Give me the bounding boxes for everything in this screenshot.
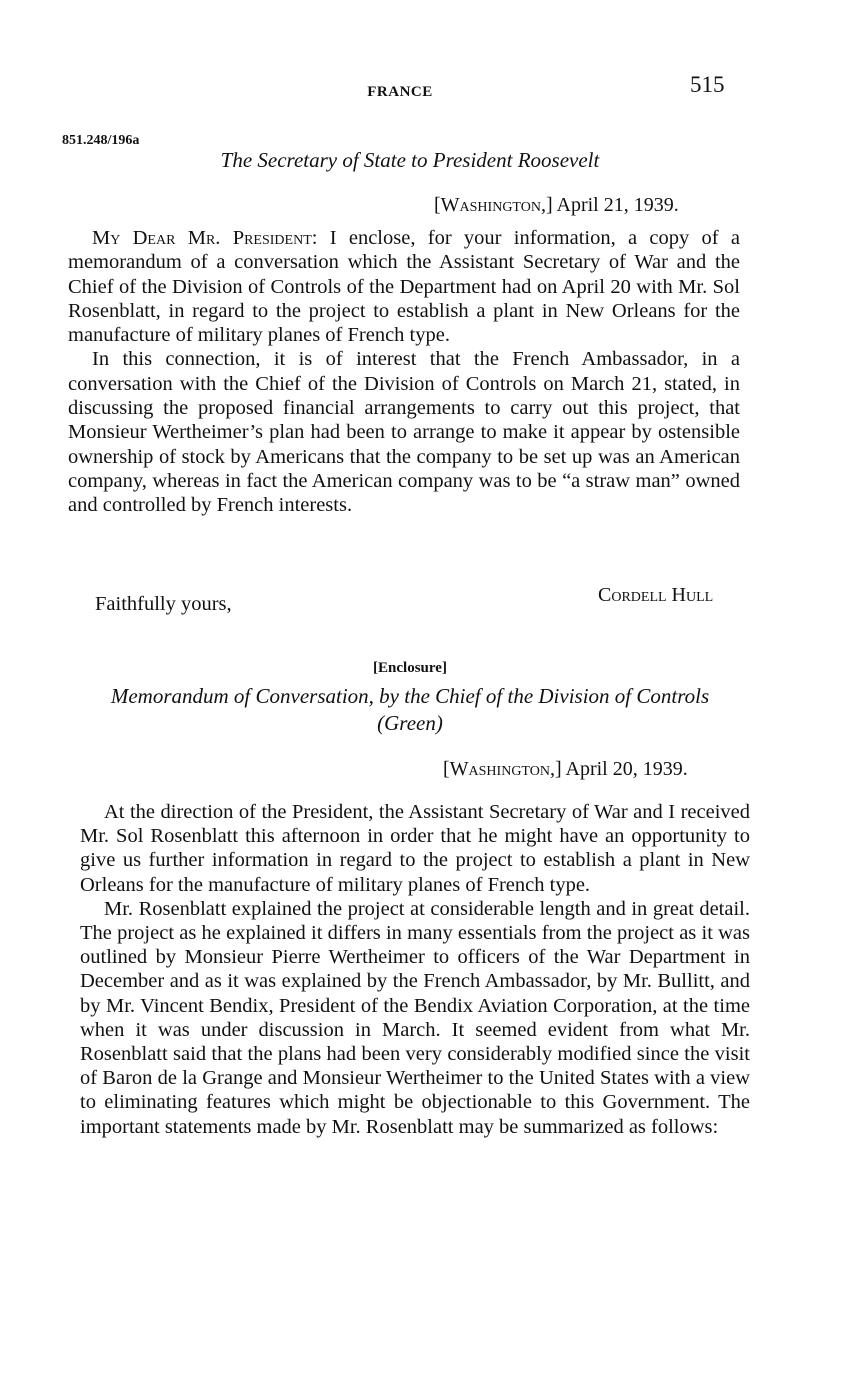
signature: Cordell Hull	[598, 584, 714, 606]
memorandum-heading	[90, 683, 730, 737]
memorandum-place: [Washington,]	[443, 758, 562, 780]
letter-paragraph: In this connection, it is of interest that the French Ambassador, in a conversation with the Chief of the Division of Controls on March 21, stated, in discussing the proposed financial arrangements to carry out this project, that Monsieur Wertheimer’s plan had been to arrange to make it appear by ostensible ownership of stock by Americans that the company to be set up was an American company, whereas in fact the American company was to be “a straw man” owned and controlled by French interests.	[68, 348, 740, 517]
file-number: 851.248/196a	[62, 133, 140, 148]
letter-dateline	[434, 194, 679, 217]
letter-paragraph	[68, 226, 740, 347]
letter-date: April 21, 1939.	[556, 194, 679, 216]
letter-heading: The Secretary of State to President Roosevelt	[220, 148, 600, 172]
memorandum-author: Green	[384, 711, 436, 735]
memorandum-paragraph: Mr. Rosenblatt explained the project at considerable length and in great detail. The project as he explained it differs in many essentials from the project as it was outlined by Monsieur Pierre Wertheimer to officers of the War Department in December and as it was explained by the French Ambassador, by Mr. Bullitt, and by Mr. Vincent Bendix, President of the Bendix Aviation Corporation, at the time when it was under discussion in March. It seemed evident from what Mr. Rosenblatt said that the plans had been very considerably modified since the visit of Baron de la Grange and Monsieur Wertheimer to the United States with a view to eliminating features which might be objectionable to this Government. The important statements made by Mr. Rosenblatt may be summarized as follows:	[80, 897, 750, 1138]
memorandum-date: April 20, 1939.	[565, 758, 688, 780]
salutation: My Dear Mr. President	[92, 227, 312, 249]
memorandum-heading-text: Memorandum of Conversation, by the Chief of the Division of Controls (	[110, 684, 710, 735]
memorandum-dateline	[443, 758, 688, 781]
closing: Faithfully yours,	[95, 593, 232, 615]
letter-body	[68, 226, 740, 518]
letter-paragraph-text: : I enclose, for your information, a copy of a memorandum of a conversation which the Assistant Secretary of War and the Chief of the Division of Controls of the Department had on April 20 with Mr. Sol Rosenblatt, in regard to the project to establish a plant in New Orleans for the manufacture of military planes of French type.	[68, 227, 740, 347]
memorandum-heading-end: )	[435, 711, 443, 735]
memorandum-body	[80, 800, 750, 1139]
page-number: 515	[690, 72, 725, 97]
running-head: FRANCE	[367, 84, 433, 100]
enclosure-label: [Enclosure]	[373, 660, 447, 676]
memorandum-paragraph: At the direction of the President, the Assistant Secretary of War and I received Mr. Sol Rosenblatt this afternoon in order that he might have an opportunity to give us further information in regard to the project to establish a plant in New Orleans for the manufacture of military planes of French type.	[80, 801, 750, 896]
letter-place: [Washington,]	[434, 194, 553, 216]
